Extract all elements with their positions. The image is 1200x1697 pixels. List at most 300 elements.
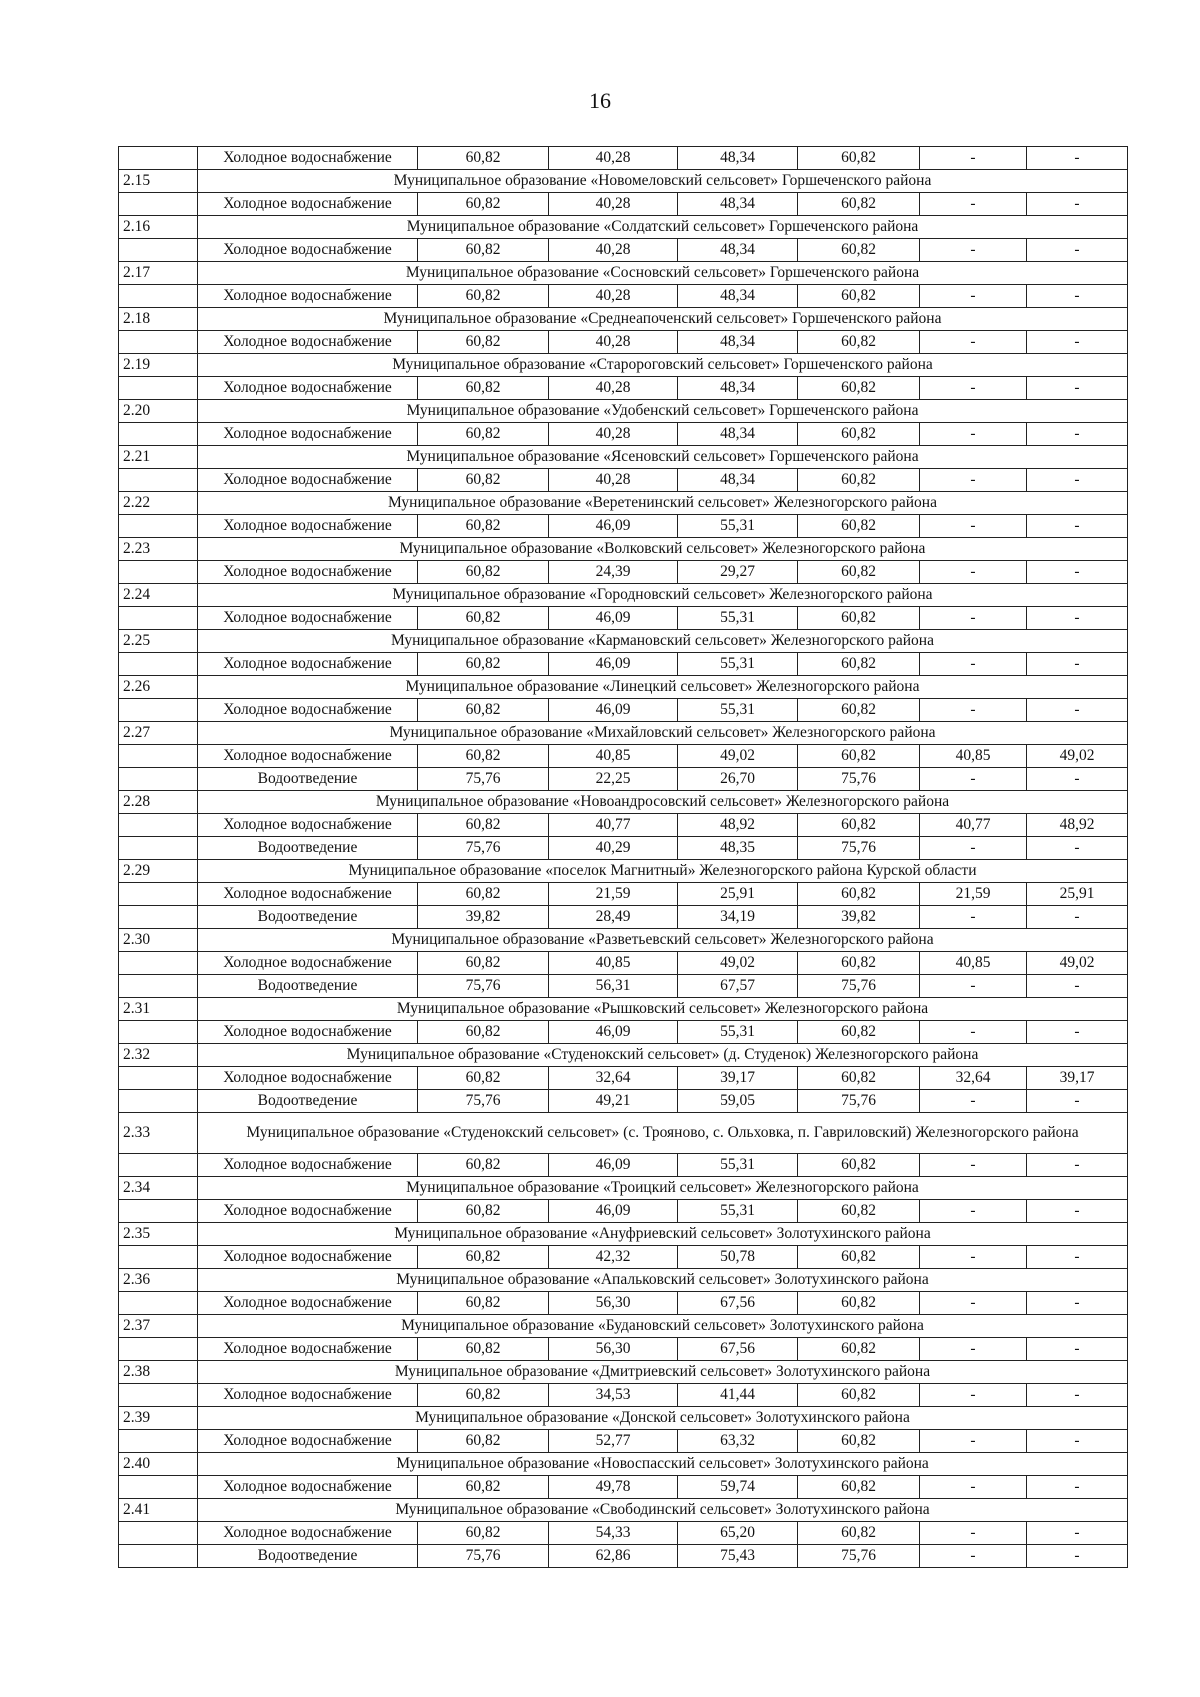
service-row <box>119 285 1128 308</box>
tariff-value: - <box>1027 653 1128 676</box>
tariff-value: - <box>920 906 1027 929</box>
service-name: Холодное водоснабжение <box>198 469 418 492</box>
section-row <box>119 400 1128 423</box>
service-row <box>119 814 1128 837</box>
section-row <box>119 722 1128 745</box>
empty-cell <box>119 1067 198 1090</box>
tariff-value: 25,91 <box>1027 883 1128 906</box>
service-name: Холодное водоснабжение <box>198 653 418 676</box>
empty-cell <box>119 1384 198 1407</box>
tariff-value: - <box>920 1430 1027 1453</box>
section-number: 2.40 <box>119 1453 198 1476</box>
service-row <box>119 745 1128 768</box>
tariff-value: - <box>1027 377 1128 400</box>
section-row <box>119 262 1128 285</box>
tariff-value: 60,82 <box>798 1476 920 1499</box>
tariff-value: 60,82 <box>418 653 549 676</box>
section-row <box>119 791 1128 814</box>
section-number: 2.25 <box>119 630 198 653</box>
section-row <box>119 1361 1128 1384</box>
empty-cell <box>119 423 198 446</box>
tariff-value: 60,82 <box>418 1292 549 1315</box>
service-row <box>119 768 1128 791</box>
tariff-value: 60,82 <box>418 147 549 170</box>
empty-cell <box>119 239 198 262</box>
tariff-value: 60,82 <box>798 1067 920 1090</box>
empty-cell <box>119 1090 198 1113</box>
tariff-value: 39,82 <box>798 906 920 929</box>
tariff-table-body <box>119 147 1128 1568</box>
service-name: Водоотведение <box>198 1545 418 1568</box>
tariff-value: - <box>920 285 1027 308</box>
tariff-value: 49,78 <box>549 1476 678 1499</box>
service-row <box>119 515 1128 538</box>
section-title: Муниципальное образование «Студенокский сельсовет» (д. Студенок) Железногорского района <box>198 1044 1128 1067</box>
tariff-value: 60,82 <box>798 423 920 446</box>
section-number: 2.28 <box>119 791 198 814</box>
tariff-value: - <box>1027 1338 1128 1361</box>
tariff-value: 39,17 <box>1027 1067 1128 1090</box>
tariff-value: 48,34 <box>678 239 798 262</box>
section-title: Муниципальное образование «Свободинский сельсовет» Золотухинского района <box>198 1499 1128 1522</box>
tariff-value: 48,34 <box>678 423 798 446</box>
service-name: Холодное водоснабжение <box>198 1021 418 1044</box>
service-row <box>119 653 1128 676</box>
tariff-value: 60,82 <box>418 1021 549 1044</box>
tariff-value: 41,44 <box>678 1384 798 1407</box>
section-number: 2.29 <box>119 860 198 883</box>
section-row <box>119 998 1128 1021</box>
tariff-value: 55,31 <box>678 1200 798 1223</box>
section-row <box>119 1223 1128 1246</box>
service-row <box>119 952 1128 975</box>
section-title: Муниципальное образование «Рышковский сельсовет» Железногорского района <box>198 998 1128 1021</box>
tariff-value: 60,82 <box>418 1246 549 1269</box>
empty-cell <box>119 814 198 837</box>
tariff-value: 46,09 <box>549 1021 678 1044</box>
service-name: Холодное водоснабжение <box>198 1522 418 1545</box>
tariff-value: - <box>920 331 1027 354</box>
tariff-value: 40,85 <box>920 952 1027 975</box>
service-name: Холодное водоснабжение <box>198 1338 418 1361</box>
tariff-value: 60,82 <box>798 745 920 768</box>
empty-cell <box>119 561 198 584</box>
section-title: Муниципальное образование «Троицкий сельсовет» Железногорского района <box>198 1177 1128 1200</box>
empty-cell <box>119 147 198 170</box>
tariff-value: - <box>1027 515 1128 538</box>
tariff-value: - <box>920 515 1027 538</box>
section-row <box>119 929 1128 952</box>
section-title: Муниципальное образование «Среднеапоченский сельсовет» Горшеченского района <box>198 308 1128 331</box>
tariff-value: 60,82 <box>798 239 920 262</box>
tariff-value: 60,82 <box>798 561 920 584</box>
tariff-value: - <box>1027 1292 1128 1315</box>
section-title: Муниципальное образование «Солдатский сельсовет» Горшеченского района <box>198 216 1128 239</box>
tariff-value: - <box>1027 768 1128 791</box>
tariff-value: 65,20 <box>678 1522 798 1545</box>
empty-cell <box>119 975 198 998</box>
tariff-value: - <box>920 469 1027 492</box>
tariff-value: 60,82 <box>798 285 920 308</box>
tariff-value: 60,82 <box>418 1430 549 1453</box>
tariff-value: 60,82 <box>798 814 920 837</box>
section-title: Муниципальное образование «Удобенский сельсовет» Горшеченского района <box>198 400 1128 423</box>
section-row <box>119 584 1128 607</box>
tariff-value: - <box>920 699 1027 722</box>
tariff-value: 75,76 <box>418 768 549 791</box>
empty-cell <box>119 377 198 400</box>
tariff-value: 55,31 <box>678 653 798 676</box>
tariff-value: 56,30 <box>549 1292 678 1315</box>
tariff-value: - <box>1027 1545 1128 1568</box>
section-number: 2.37 <box>119 1315 198 1338</box>
service-name: Холодное водоснабжение <box>198 1292 418 1315</box>
tariff-value: 40,85 <box>549 745 678 768</box>
empty-cell <box>119 745 198 768</box>
section-number: 2.23 <box>119 538 198 561</box>
tariff-value: 60,82 <box>798 952 920 975</box>
tariff-value: - <box>920 1154 1027 1177</box>
tariff-value: 49,02 <box>1027 952 1128 975</box>
service-name: Холодное водоснабжение <box>198 607 418 630</box>
service-row <box>119 1545 1128 1568</box>
tariff-value: 60,82 <box>418 331 549 354</box>
empty-cell <box>119 1200 198 1223</box>
tariff-value: 46,09 <box>549 515 678 538</box>
tariff-value: 60,82 <box>418 1476 549 1499</box>
tariff-value: - <box>1027 1200 1128 1223</box>
section-number: 2.18 <box>119 308 198 331</box>
tariff-value: 21,59 <box>920 883 1027 906</box>
tariff-value: 75,76 <box>418 1545 549 1568</box>
tariff-value: 22,25 <box>549 768 678 791</box>
tariff-value: 40,28 <box>549 239 678 262</box>
service-name: Холодное водоснабжение <box>198 1246 418 1269</box>
section-title: Муниципальное образование «Кармановский сельсовет» Железногорского района <box>198 630 1128 653</box>
service-row <box>119 147 1128 170</box>
tariff-value: 67,57 <box>678 975 798 998</box>
tariff-value: - <box>1027 1430 1128 1453</box>
service-row <box>119 1292 1128 1315</box>
empty-cell <box>119 699 198 722</box>
section-title: Муниципальное образование «Старороговский сельсовет» Горшеченского района <box>198 354 1128 377</box>
section-number: 2.26 <box>119 676 198 699</box>
tariff-value: - <box>1027 906 1128 929</box>
tariff-table <box>118 146 1128 1568</box>
tariff-value: 60,82 <box>418 423 549 446</box>
tariff-value: 25,91 <box>678 883 798 906</box>
tariff-value: 48,34 <box>678 377 798 400</box>
tariff-value: 34,53 <box>549 1384 678 1407</box>
service-row <box>119 239 1128 262</box>
service-name: Холодное водоснабжение <box>198 423 418 446</box>
service-row <box>119 1476 1128 1499</box>
empty-cell <box>119 1292 198 1315</box>
tariff-value: 60,82 <box>418 814 549 837</box>
tariff-value: - <box>920 1338 1027 1361</box>
tariff-value: 50,78 <box>678 1246 798 1269</box>
service-row <box>119 1067 1128 1090</box>
section-row <box>119 216 1128 239</box>
tariff-value: 40,28 <box>549 331 678 354</box>
section-title: Муниципальное образование «Студенокский сельсовет» (с. Трояново, с. Ольховка, п. Гавриловский) Железногорского района <box>198 1113 1128 1154</box>
service-name: Холодное водоснабжение <box>198 239 418 262</box>
tariff-value: - <box>1027 1154 1128 1177</box>
service-row <box>119 1090 1128 1113</box>
section-title: Муниципальное образование «Разветьевский сельсовет» Железногорского района <box>198 929 1128 952</box>
tariff-value: 52,77 <box>549 1430 678 1453</box>
tariff-value: 40,85 <box>920 745 1027 768</box>
tariff-value: 60,82 <box>418 515 549 538</box>
tariff-value: - <box>920 377 1027 400</box>
section-title: Муниципальное образование «Дмитриевский сельсовет» Золотухинского района <box>198 1361 1128 1384</box>
service-row <box>119 193 1128 216</box>
service-name: Холодное водоснабжение <box>198 1200 418 1223</box>
section-number: 2.21 <box>119 446 198 469</box>
tariff-value: - <box>1027 1384 1128 1407</box>
section-row <box>119 1177 1128 1200</box>
tariff-value: - <box>1027 1090 1128 1113</box>
tariff-value: - <box>920 768 1027 791</box>
tariff-value: - <box>920 975 1027 998</box>
tariff-value: - <box>1027 607 1128 630</box>
service-row <box>119 1154 1128 1177</box>
tariff-value: 21,59 <box>549 883 678 906</box>
tariff-value: 46,09 <box>549 699 678 722</box>
service-name: Холодное водоснабжение <box>198 285 418 308</box>
section-title: Муниципальное образование «Ануфриевский сельсовет» Золотухинского района <box>198 1223 1128 1246</box>
tariff-value: 40,28 <box>549 147 678 170</box>
tariff-value: 63,32 <box>678 1430 798 1453</box>
section-row <box>119 354 1128 377</box>
tariff-value: 55,31 <box>678 1021 798 1044</box>
section-title: Муниципальное образование «Волковский сельсовет» Железногорского района <box>198 538 1128 561</box>
tariff-value: 48,34 <box>678 193 798 216</box>
tariff-value: - <box>1027 1021 1128 1044</box>
service-row <box>119 906 1128 929</box>
tariff-value: 60,82 <box>418 239 549 262</box>
section-title: Муниципальное образование «Будановский сельсовет» Золотухинского района <box>198 1315 1128 1338</box>
section-row <box>119 492 1128 515</box>
section-row <box>119 1315 1128 1338</box>
section-row <box>119 538 1128 561</box>
service-name: Водоотведение <box>198 975 418 998</box>
tariff-value: 40,28 <box>549 193 678 216</box>
section-title: Муниципальное образование «Новоспасский сельсовет» Золотухинского района <box>198 1453 1128 1476</box>
section-number: 2.38 <box>119 1361 198 1384</box>
tariff-value: - <box>920 1476 1027 1499</box>
tariff-value: 55,31 <box>678 699 798 722</box>
tariff-value: 60,82 <box>798 607 920 630</box>
tariff-value: 75,76 <box>418 1090 549 1113</box>
section-row <box>119 1499 1128 1522</box>
tariff-value: 60,82 <box>798 377 920 400</box>
empty-cell <box>119 1476 198 1499</box>
section-number: 2.36 <box>119 1269 198 1292</box>
tariff-value: 42,32 <box>549 1246 678 1269</box>
tariff-value: - <box>920 1522 1027 1545</box>
tariff-value: 26,70 <box>678 768 798 791</box>
tariff-value: 75,76 <box>798 837 920 860</box>
service-row <box>119 423 1128 446</box>
empty-cell <box>119 653 198 676</box>
tariff-value: 60,82 <box>798 653 920 676</box>
tariff-value: 29,27 <box>678 561 798 584</box>
tariff-value: 75,76 <box>798 975 920 998</box>
empty-cell <box>119 193 198 216</box>
tariff-value: - <box>920 1090 1027 1113</box>
tariff-value: - <box>1027 193 1128 216</box>
section-number: 2.22 <box>119 492 198 515</box>
section-number: 2.30 <box>119 929 198 952</box>
service-name: Водоотведение <box>198 837 418 860</box>
tariff-value: - <box>1027 239 1128 262</box>
tariff-value: 46,09 <box>549 1154 678 1177</box>
tariff-value: 60,82 <box>798 1154 920 1177</box>
service-name: Холодное водоснабжение <box>198 1067 418 1090</box>
tariff-value: 60,82 <box>418 469 549 492</box>
tariff-value: 75,76 <box>798 768 920 791</box>
service-name: Холодное водоснабжение <box>198 515 418 538</box>
tariff-value: 48,92 <box>678 814 798 837</box>
empty-cell <box>119 883 198 906</box>
tariff-value: - <box>920 1246 1027 1269</box>
section-number: 2.31 <box>119 998 198 1021</box>
section-row <box>119 1269 1128 1292</box>
service-name: Холодное водоснабжение <box>198 814 418 837</box>
section-title: Муниципальное образование «Новомеловский сельсовет» Горшеченского района <box>198 170 1128 193</box>
tariff-value: 48,34 <box>678 469 798 492</box>
tariff-value: - <box>920 561 1027 584</box>
service-name: Холодное водоснабжение <box>198 883 418 906</box>
section-row <box>119 676 1128 699</box>
tariff-value: 48,34 <box>678 331 798 354</box>
service-name: Холодное водоснабжение <box>198 193 418 216</box>
tariff-value: - <box>1027 423 1128 446</box>
service-name: Холодное водоснабжение <box>198 147 418 170</box>
tariff-value: 32,64 <box>920 1067 1027 1090</box>
service-name: Холодное водоснабжение <box>198 952 418 975</box>
tariff-value: 60,82 <box>798 1430 920 1453</box>
tariff-value: 49,21 <box>549 1090 678 1113</box>
service-name: Холодное водоснабжение <box>198 1384 418 1407</box>
tariff-value: 60,82 <box>798 1292 920 1315</box>
section-row <box>119 170 1128 193</box>
service-name: Холодное водоснабжение <box>198 377 418 400</box>
service-name: Холодное водоснабжение <box>198 699 418 722</box>
section-row <box>119 1044 1128 1067</box>
section-number: 2.34 <box>119 1177 198 1200</box>
service-row <box>119 1522 1128 1545</box>
tariff-value: 34,19 <box>678 906 798 929</box>
section-row <box>119 1453 1128 1476</box>
section-row <box>119 1113 1128 1154</box>
tariff-value: 46,09 <box>549 653 678 676</box>
tariff-value: 62,86 <box>549 1545 678 1568</box>
section-title: Муниципальное образование «Апальковский сельсовет» Золотухинского района <box>198 1269 1128 1292</box>
tariff-value: 59,74 <box>678 1476 798 1499</box>
empty-cell <box>119 285 198 308</box>
service-row <box>119 837 1128 860</box>
section-title: Муниципальное образование «Сосновский сельсовет» Горшеченского района <box>198 262 1128 285</box>
tariff-value: 60,82 <box>418 1067 549 1090</box>
tariff-value: 60,82 <box>418 699 549 722</box>
service-name: Холодное водоснабжение <box>198 561 418 584</box>
tariff-value: - <box>920 423 1027 446</box>
service-row <box>119 1384 1128 1407</box>
service-row <box>119 1338 1128 1361</box>
tariff-value: - <box>920 193 1027 216</box>
tariff-value: 60,82 <box>418 745 549 768</box>
tariff-value: - <box>920 1021 1027 1044</box>
tariff-value: 46,09 <box>549 607 678 630</box>
empty-cell <box>119 1246 198 1269</box>
tariff-value: - <box>920 239 1027 262</box>
tariff-value: 60,82 <box>798 1200 920 1223</box>
service-name: Холодное водоснабжение <box>198 1430 418 1453</box>
empty-cell <box>119 515 198 538</box>
tariff-value: 48,34 <box>678 147 798 170</box>
empty-cell <box>119 837 198 860</box>
section-row <box>119 446 1128 469</box>
tariff-value: - <box>920 1384 1027 1407</box>
tariff-value: 59,05 <box>678 1090 798 1113</box>
tariff-value: 60,82 <box>418 607 549 630</box>
tariff-value: 75,76 <box>798 1090 920 1113</box>
section-number: 2.20 <box>119 400 198 423</box>
service-name: Водоотведение <box>198 768 418 791</box>
tariff-value: - <box>1027 147 1128 170</box>
tariff-value: 46,09 <box>549 1200 678 1223</box>
service-row <box>119 1021 1128 1044</box>
section-row <box>119 630 1128 653</box>
tariff-value: 55,31 <box>678 515 798 538</box>
tariff-value: - <box>1027 469 1128 492</box>
tariff-value: 60,82 <box>798 469 920 492</box>
tariff-value: 60,82 <box>418 1154 549 1177</box>
tariff-value: 40,77 <box>549 814 678 837</box>
tariff-value: - <box>920 147 1027 170</box>
section-title: Муниципальное образование «Ясеновский сельсовет» Горшеченского района <box>198 446 1128 469</box>
service-row <box>119 1200 1128 1223</box>
empty-cell <box>119 952 198 975</box>
tariff-value: 48,34 <box>678 285 798 308</box>
tariff-value: 56,30 <box>549 1338 678 1361</box>
tariff-value: 60,82 <box>418 1522 549 1545</box>
tariff-value: 60,82 <box>418 883 549 906</box>
tariff-value: 40,28 <box>549 469 678 492</box>
section-number: 2.27 <box>119 722 198 745</box>
tariff-value: - <box>1027 285 1128 308</box>
service-row <box>119 561 1128 584</box>
tariff-value: 55,31 <box>678 1154 798 1177</box>
tariff-value: - <box>1027 1522 1128 1545</box>
tariff-value: 49,02 <box>1027 745 1128 768</box>
tariff-value: 60,82 <box>798 147 920 170</box>
tariff-value: 60,82 <box>418 377 549 400</box>
tariff-value: 40,28 <box>549 377 678 400</box>
service-name: Холодное водоснабжение <box>198 745 418 768</box>
empty-cell <box>119 469 198 492</box>
tariff-value: - <box>1027 837 1128 860</box>
section-title: Муниципальное образование «Донской сельсовет» Золотухинского района <box>198 1407 1128 1430</box>
service-name: Холодное водоснабжение <box>198 1154 418 1177</box>
tariff-value: 75,76 <box>418 837 549 860</box>
section-number: 2.17 <box>119 262 198 285</box>
tariff-value: 75,76 <box>418 975 549 998</box>
page-number: 16 <box>589 88 611 113</box>
section-title: Муниципальное образование «Линецкий сельсовет» Железногорского района <box>198 676 1128 699</box>
